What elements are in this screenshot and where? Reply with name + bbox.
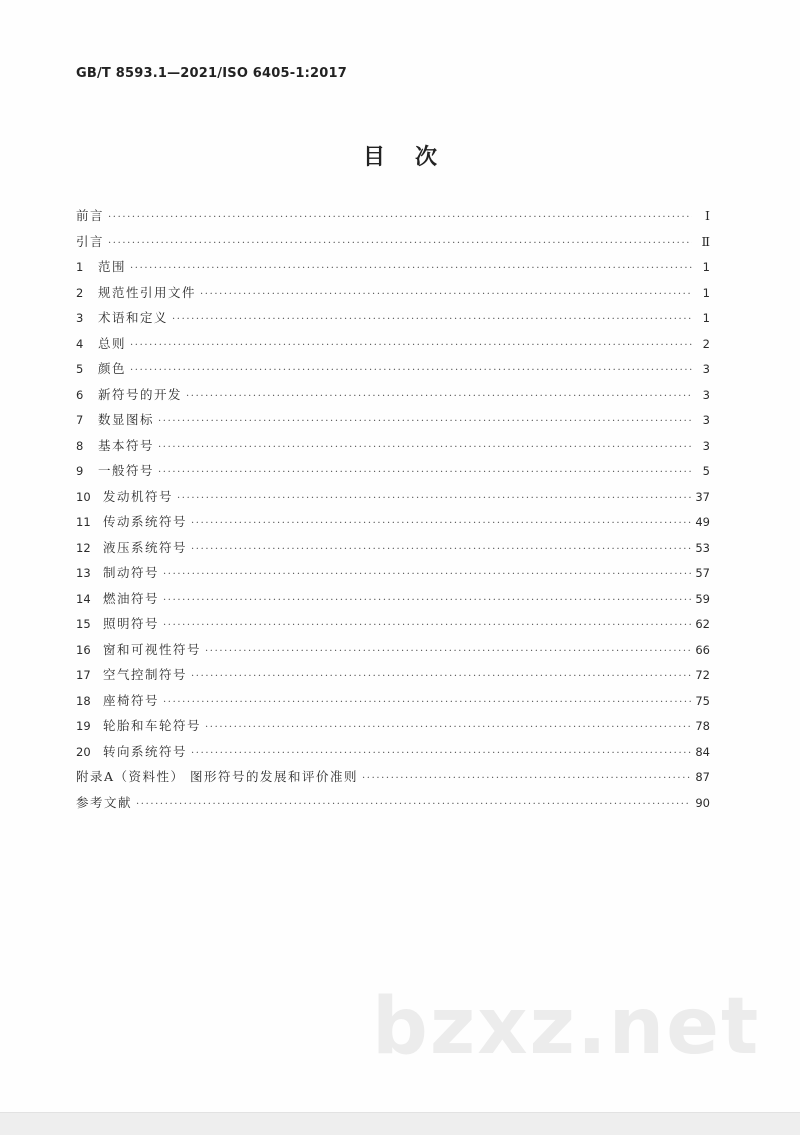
- toc-entry-number: 5: [76, 362, 84, 376]
- toc-dot-leader: [186, 384, 692, 410]
- toc-entry-page-number: Ⅰ: [705, 208, 710, 223]
- toc-entry-page-number: 66: [695, 642, 710, 657]
- toc-entry-page-number: 72: [695, 668, 710, 682]
- toc-dot-leader: [108, 231, 692, 257]
- toc-dot-leader: [130, 358, 692, 384]
- toc-entry-number: 3: [76, 311, 84, 325]
- toc-entry-number: 17: [76, 668, 91, 682]
- toc-entry-page-number: 3: [702, 413, 710, 427]
- toc-entry-label: 一般符号: [98, 463, 155, 478]
- toc-entry[interactable]: [76, 433, 710, 459]
- toc-entry[interactable]: [76, 637, 710, 663]
- standard-code-header: GB/T 8593.1—2021/ISO 6405-1:2017: [76, 66, 347, 81]
- toc-dot-leader: [191, 537, 691, 563]
- toc-entry-label: 参考文献: [76, 794, 133, 810]
- toc-entry-page-number: 53: [695, 540, 710, 555]
- toc-dot-leader: [108, 205, 692, 231]
- toc-entry[interactable]: [76, 229, 710, 255]
- toc-entry-page-number: 1: [702, 260, 710, 274]
- toc-dot-leader: [130, 333, 692, 359]
- toc-entry[interactable]: [76, 280, 710, 306]
- toc-entry-page-number: 49: [695, 515, 710, 529]
- toc-entry-number: 19: [76, 719, 91, 733]
- toc-entry-number: 20: [76, 744, 91, 759]
- toc-dot-leader: [158, 460, 692, 486]
- toc-entry[interactable]: [76, 382, 710, 408]
- toc-entry-number: 18: [76, 693, 91, 708]
- toc-entry-number: 10: [76, 489, 91, 504]
- toc-entry[interactable]: [76, 203, 710, 229]
- toc-entry-number: 6: [76, 387, 84, 402]
- toc-entry[interactable]: [76, 560, 710, 586]
- toc-entry-number: 4: [76, 336, 84, 351]
- toc-entry[interactable]: [76, 509, 710, 535]
- toc-dot-leader: [191, 511, 691, 537]
- toc-entry-label: 术语和定义: [98, 310, 169, 325]
- toc-entry-label: 附录A（资料性） 图形符号的发展和评价准则: [76, 769, 359, 784]
- toc-entry-page-number: 3: [702, 438, 710, 453]
- toc-entry-label: 范围: [98, 259, 127, 274]
- toc-entry[interactable]: [76, 331, 710, 357]
- toc-entry-number: 12: [76, 540, 91, 555]
- toc-entry-page-number: 90: [695, 795, 710, 810]
- toc-entry-label: 照明符号: [103, 616, 160, 631]
- toc-entry-page-number: 57: [695, 566, 710, 580]
- toc-entry[interactable]: [76, 611, 710, 637]
- toc-dot-leader: [163, 562, 691, 588]
- toc-entry-label: 引言: [76, 233, 105, 249]
- toc-entry-label: 座椅符号: [103, 692, 160, 708]
- toc-entry-page-number: 59: [695, 591, 710, 606]
- toc-dot-leader: [158, 435, 692, 461]
- toc-entry[interactable]: [76, 688, 710, 714]
- toc-entry-label: 制动符号: [103, 565, 160, 580]
- toc-dot-leader: [200, 282, 692, 308]
- toc-entry[interactable]: [76, 586, 710, 612]
- toc-dot-leader: [130, 256, 692, 282]
- page-title: 目次: [362, 145, 467, 170]
- toc-entry-label: 规范性引用文件: [98, 284, 197, 300]
- toc-entry-label: 传动系统符号: [103, 514, 188, 529]
- toc-dot-leader: [205, 715, 691, 741]
- toc-entry-label: 颜色: [98, 361, 127, 376]
- toc-entry-label: 发动机符号: [103, 488, 174, 504]
- toc-dot-leader: [163, 588, 691, 614]
- toc-entry-label: 轮胎和车轮符号: [103, 718, 202, 733]
- toc-entry-label: 燃油符号: [103, 590, 160, 606]
- toc-entry-page-number: Ⅱ: [701, 233, 710, 249]
- toc-dot-leader: [191, 741, 691, 767]
- toc-entry-page-number: 78: [695, 719, 710, 733]
- toc-entry-page-number: 1: [702, 285, 710, 300]
- toc-entry-number: 9: [76, 464, 84, 478]
- toc-entry-number: 2: [76, 285, 84, 300]
- toc-dot-leader: [172, 307, 692, 333]
- toc-dot-leader: [191, 664, 691, 690]
- toc-entry[interactable]: [76, 305, 710, 331]
- toc-dot-leader: [177, 486, 691, 512]
- toc-entry[interactable]: [76, 407, 710, 433]
- toc-entry-number: 8: [76, 438, 84, 453]
- toc-entry-label: 新符号的开发: [98, 386, 183, 402]
- toc-entry-label: 前言: [76, 208, 105, 223]
- toc-entry-number: 7: [76, 413, 84, 427]
- toc-entry[interactable]: [76, 764, 710, 790]
- toc-entry[interactable]: [76, 458, 710, 484]
- toc-entry-label: 空气控制符号: [103, 667, 188, 682]
- toc-entry[interactable]: [76, 739, 710, 765]
- toc-entry-page-number: 3: [702, 387, 710, 402]
- toc-entry-label: 数显图标: [98, 412, 155, 427]
- toc-entry-page-number: 1: [702, 311, 710, 325]
- watermark-logo: bzxz.net: [372, 982, 761, 1072]
- toc-entry[interactable]: [76, 790, 710, 816]
- toc-entry[interactable]: [76, 713, 710, 739]
- toc-dot-leader: [362, 766, 691, 792]
- table-of-contents: [76, 203, 710, 815]
- toc-entry-label: 窗和可视性符号: [103, 641, 202, 657]
- toc-entry-page-number: 3: [702, 362, 710, 376]
- page-bottom-edge: [0, 1112, 800, 1135]
- toc-entry-number: 1: [76, 260, 84, 274]
- toc-entry-number: 16: [76, 642, 91, 657]
- toc-entry-page-number: 75: [695, 693, 710, 708]
- toc-entry-label: 液压系统符号: [103, 539, 188, 555]
- toc-entry[interactable]: [76, 484, 710, 510]
- toc-dot-leader: [158, 409, 692, 435]
- toc-entry-page-number: 5: [702, 464, 710, 478]
- toc-entry-page-number: 2: [702, 336, 710, 351]
- toc-entry-page-number: 84: [695, 744, 710, 759]
- toc-entry[interactable]: [76, 254, 710, 280]
- toc-entry-page-number: 87: [695, 770, 710, 784]
- toc-entry-number: 14: [76, 591, 91, 606]
- toc-dot-leader: [163, 690, 691, 716]
- toc-dot-leader: [205, 639, 691, 665]
- toc-entry-number: 15: [76, 617, 91, 631]
- toc-entry-label: 基本符号: [98, 437, 155, 453]
- toc-entry-label: 总则: [98, 335, 127, 351]
- toc-entry-page-number: 62: [695, 617, 710, 631]
- toc-entry-page-number: 37: [695, 489, 710, 504]
- toc-entry[interactable]: [76, 535, 710, 561]
- toc-entry-label: 转向系统符号: [103, 743, 188, 759]
- toc-dot-leader: [163, 613, 691, 639]
- toc-entry[interactable]: [76, 356, 710, 382]
- toc-dot-leader: [136, 792, 691, 818]
- toc-entry[interactable]: [76, 662, 710, 688]
- toc-entry-number: 11: [76, 515, 91, 529]
- toc-entry-number: 13: [76, 566, 91, 580]
